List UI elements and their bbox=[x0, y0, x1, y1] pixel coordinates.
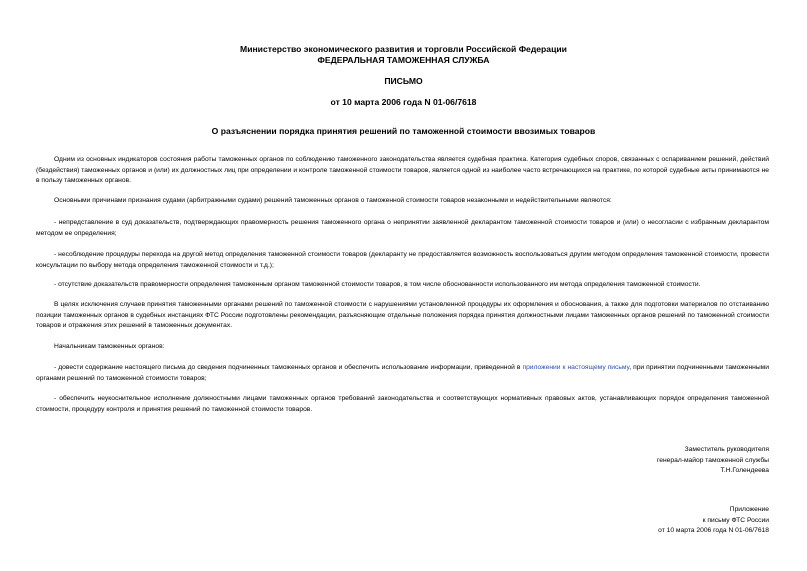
paragraph-6: В целях исключения случаев принятия таможенными органами решений по таможенной стоимости с нарушениями установленной процедуры их оформления и обоснования, а также для подготовки материалов по отстаиванию позиции таможенных органов в судебных инстанциях ФТС России подготовлены рекомендации, разъясняющие отдельные положения порядка принятия должностными лицами таможенных органов решений по таможенной стоимости товаров и отражения этих решений в таможенных документах. bbox=[36, 301, 769, 329]
appendix-block bbox=[658, 505, 769, 537]
doc-subject: О разъяснении порядка принятия решений по таможенной стоимости ввозимых товаров bbox=[211, 126, 596, 136]
paragraph-9: - обеспечить неукоснительное исполнение должностными лицами таможенных органов требований законодательства и соответствующих нормативных правовых актов, устанавливающих порядок определения таможенной стоимости, процедуру контроля и принятия решений по таможенной стоимости товаров. bbox=[36, 395, 769, 413]
paragraph-8-text-start: - довести содержание настоящего письма до сведения подчиненных таможенных органов и обеспечить использование информации, приведенной в bbox=[54, 364, 523, 371]
service-title: ФЕДЕРАЛЬНАЯ ТАМОЖЕННАЯ СЛУЖБА bbox=[317, 55, 490, 65]
paragraph-3: - непредставление в суд доказательств, подтверждающих правомерность решения таможенного органа о непринятии заявленной декларантом таможенной стоимости товаров и (или) о несогласии с избранным декларантом методом ее определения; bbox=[36, 219, 769, 237]
paragraph-5: - отсутствие доказательств правомерности определения таможенным органом таможенной стоимости товаров, в том числе обоснованности использованного им метода определения таможенной стоимости. bbox=[54, 281, 701, 288]
signature-block bbox=[657, 445, 769, 477]
paragraph-8 bbox=[36, 363, 769, 384]
appendix-link[interactable]: приложении к настоящему письму bbox=[522, 364, 630, 371]
paragraph-8-text-end: , при принятии подчиненными таможенными органами решений по таможенной стоимости товаров; bbox=[36, 364, 770, 382]
appendix-title: Приложение bbox=[729, 506, 769, 513]
doc-date-number: от 10 марта 2006 года N 01-06/7618 bbox=[330, 97, 477, 107]
signature-name: Т.Н.Голендеева bbox=[720, 467, 769, 474]
ministry-title: Министерство экономического развития и торговли Российской Федерации bbox=[240, 44, 567, 54]
signature-position: Заместитель руководителя bbox=[684, 446, 769, 453]
paragraph-4: - несоблюдение процедуры перехода на другой метод определения таможенной стоимости товаров (декларанту не предоставляется возможность воспользоваться другим методом определения таможенной стоимости, провести консультации по выбору метода определения таможенной стоимости и т.д.); bbox=[36, 251, 769, 269]
doc-type: ПИСЬМО bbox=[384, 76, 423, 86]
appendix-date: от 10 марта 2006 года N 01-06/7618 bbox=[658, 527, 769, 534]
paragraph-2: Основными причинами признания судами (арбитражными судами) решений таможенных органов о таможенной стоимости товаров незаконными и недействительными являются: bbox=[54, 197, 612, 204]
paragraph-7: Начальникам таможенных органов: bbox=[54, 343, 165, 350]
appendix-ref: к письму ФТС России bbox=[702, 516, 769, 524]
signature-rank: генерал-майор таможенной службы bbox=[656, 456, 769, 464]
paragraph-1: Одним из основных индикаторов состояния работы таможенных органов по соблюдению таможенного законодательства является судебная практика. Категория судебных споров, связанных с оспариванием решений, действий (бездействия) таможенных органов и (или) их должностных лиц при определении и контроле таможенной стоимости товаров, является одной из наиболее часто встречающихся на практике, по которой судебные акты принимаются не в пользу таможенных органов. bbox=[36, 156, 769, 184]
